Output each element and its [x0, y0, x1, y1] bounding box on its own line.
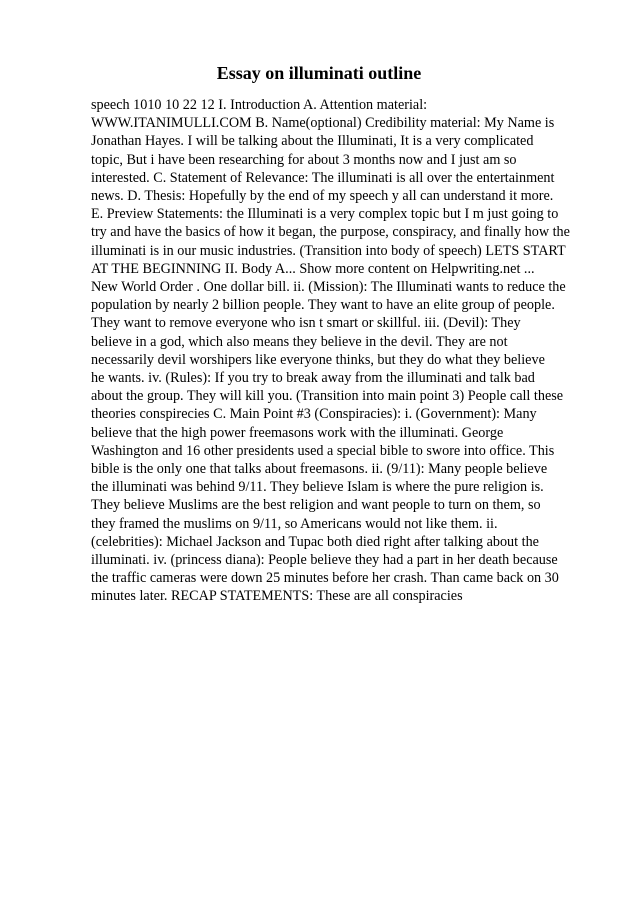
- body-line: minutes later. RECAP STATEMENTS: These are all conspiracies: [91, 588, 463, 605]
- body-line: Washington and 16 other presidents used a special bible to swore into office. This: [91, 442, 555, 459]
- body-line: try and have the basics of how it began, the purpose, conspiracy, and finally how the: [91, 224, 570, 241]
- body-line: AT THE BEGINNING II. Body A... Show more content on Helpwriting.net ...: [91, 260, 535, 277]
- body-line: (celebrities): Michael Jackson and Tupac both died right after talking about the: [91, 533, 539, 550]
- body-line: theories conspirecies C. Main Point #3 (Conspiracies): i. (Government): Many: [91, 406, 537, 423]
- essay-body: [91, 96, 591, 606]
- page-title: Essay on illuminati outline: [216, 63, 422, 83]
- body-line: New World Order . One dollar bill. ii. (Mission): The Illuminati wants to reduce the: [91, 279, 566, 296]
- body-line: believe that the high power freemasons work with the illuminati. George: [91, 424, 504, 441]
- body-line: interested. C. Statement of Relevance: The illuminati is all over the entertainment: [91, 169, 555, 186]
- body-line: They believe Muslims are the best religion and want people to turn on them, so: [91, 497, 541, 514]
- body-line: topic, But i have been researching for about 3 months now and I just am so: [91, 151, 517, 168]
- body-line: WWW.ITANIMULLI.COM B. Name(optional) Credibility material: My Name is: [91, 115, 555, 132]
- body-line: about the group. They will kill you. (Transition into main point 3) People call these: [91, 388, 564, 405]
- body-line: news. D. Thesis: Hopefully by the end of my speech y all can understand it more.: [91, 188, 554, 205]
- body-line: speech 1010 10 22 12 I. Introduction A. Attention material:: [91, 97, 428, 113]
- body-line: Jonathan Hayes. I will be talking about the Illuminati, It is a very complicated: [91, 133, 534, 150]
- body-line: They want to remove everyone who isn t smart or skillful. iii. (Devil): They: [91, 315, 521, 332]
- body-line: bible is the only one that talks about freemasons. ii. (9/11): Many people believe: [91, 461, 548, 478]
- body-line: population by nearly 2 billion people. They want to have an elite group of people.: [91, 297, 555, 314]
- body-line: illuminati. iv. (princess diana): People believe they had a part in her death because: [91, 552, 558, 569]
- body-line: he wants. iv. (Rules): If you try to break away from the illuminati and talk bad: [91, 370, 535, 387]
- body-line: the illuminati was behind 9/11. They believe Islam is where the pure religion is.: [91, 479, 544, 496]
- body-line: believe in a god, which also means they believe in the devil. They are not: [91, 333, 508, 350]
- body-line: they framed the muslims on 9/11, so Americans would not like them. ii.: [91, 515, 498, 532]
- body-line: E. Preview Statements: the Illuminati is a very complex topic but I m just going to: [91, 206, 559, 223]
- body-line: the traffic cameras were down 25 minutes before her crash. Than came back on 30: [91, 570, 559, 587]
- body-line: illuminati is in our music industries. (Transition into body of speech) LETS START: [91, 242, 566, 259]
- body-line: necessarily devil worshipers like everyone thinks, but they do what they believe: [91, 351, 545, 368]
